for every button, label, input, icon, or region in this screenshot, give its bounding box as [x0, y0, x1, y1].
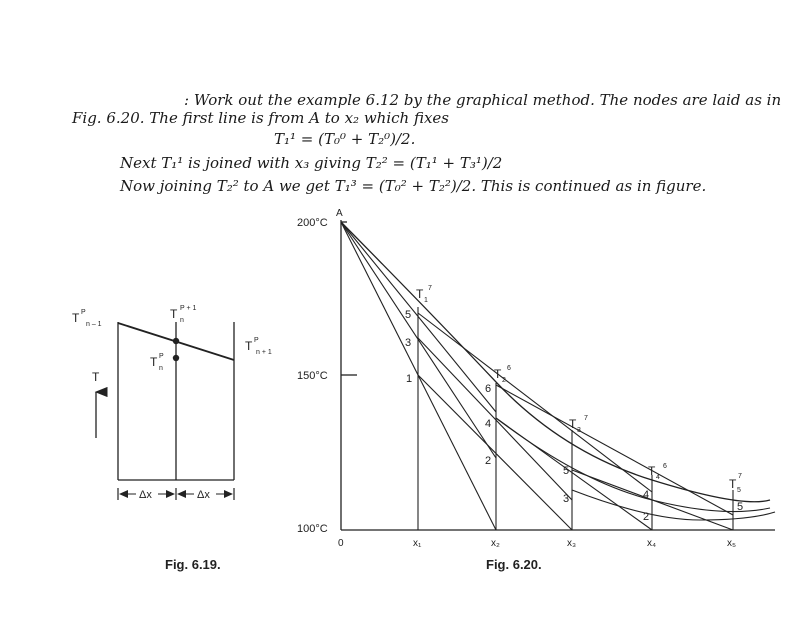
fig620-x-label-3: x₃	[567, 538, 577, 549]
fig619-label-tn-plus1	[245, 337, 272, 356]
svg-text:5: 5	[737, 487, 741, 494]
fig620-x-label-2: x₂	[491, 538, 500, 549]
svg-text:1: 1	[424, 297, 428, 304]
text-line-1: : Work out the example 6.12 by the graphical method. The nodes are laid as in	[184, 91, 782, 109]
fig620-node-x1-5: 5	[405, 309, 412, 321]
fig620-node-x5-5: 5	[737, 501, 744, 513]
fig620-label-t4	[648, 463, 667, 481]
fig-6-19	[72, 305, 272, 501]
svg-text:T: T	[494, 367, 502, 381]
fig620-construction-lines	[341, 222, 733, 530]
fig619-node-new	[173, 338, 179, 344]
svg-text:7: 7	[428, 285, 432, 292]
fig619-dx-left: Δx	[139, 489, 152, 501]
svg-text:4: 4	[656, 474, 660, 481]
fig619-dx-right: Δx	[197, 489, 210, 501]
fig619-node-old	[173, 355, 179, 361]
fig619-caption: Fig. 6.19.	[165, 557, 221, 572]
svg-text:T: T	[170, 307, 178, 321]
fig620-x-label-4: x₄	[647, 538, 657, 549]
fig620-y-label-100: 100°C	[297, 523, 328, 535]
fig619-axis-label: T	[92, 370, 100, 384]
svg-text:T: T	[729, 477, 737, 491]
fig620-x-label-1: x₁	[413, 538, 422, 549]
fig620-node-x2-6: 6	[485, 383, 492, 395]
fig620-origin-label: 0	[338, 538, 344, 549]
text-line-4: Next T₁¹ is joined with x₃ giving T₂² = (T₁¹ + T₃¹)/2	[120, 154, 503, 172]
fig620-y-label-150: 150°C	[297, 370, 328, 382]
svg-text:T: T	[245, 339, 253, 353]
svg-text:P: P	[254, 337, 259, 344]
svg-text:T: T	[150, 355, 158, 369]
svg-text:2: 2	[502, 377, 506, 384]
fig619-label-tn	[150, 353, 164, 372]
fig620-caption: Fig. 6.20.	[486, 557, 542, 572]
fig619-label-tn-p1	[170, 305, 197, 324]
svg-text:n: n	[159, 365, 163, 372]
fig619-label-tn-minus1	[72, 309, 102, 328]
fig620-y-label-200: 200°C	[297, 217, 328, 229]
svg-text:6: 6	[507, 365, 511, 372]
fig620-node-x2-4: 4	[485, 418, 492, 430]
fig620-node-x2-2: 2	[485, 455, 492, 467]
fig620-node-x3-5: 5	[563, 465, 570, 477]
svg-text:n + 1: n + 1	[256, 349, 272, 356]
svg-text:T: T	[648, 464, 656, 478]
svg-text:n – 1: n – 1	[86, 321, 102, 328]
svg-text:7: 7	[738, 473, 742, 480]
svg-text:P + 1: P + 1	[180, 305, 197, 312]
fig619-dx-dimension	[118, 488, 234, 501]
svg-text:T: T	[72, 311, 80, 325]
fig620-label-t2	[494, 365, 511, 384]
svg-text:P: P	[159, 353, 164, 360]
fig620-node-x1-1: 1	[406, 373, 413, 385]
fig620-curve-upper	[341, 222, 770, 502]
fig620-curve-middle	[496, 418, 770, 512]
text-line-5: Now joining T₂² to A we get T₁³ = (T₀² + T₂²)/2. This is continued as in figure.	[120, 177, 707, 195]
fig620-node-x4-2: 2	[643, 511, 650, 523]
svg-text:T: T	[569, 417, 577, 431]
svg-text:n: n	[180, 317, 184, 324]
svg-text:6: 6	[663, 463, 667, 470]
svg-text:T: T	[416, 287, 424, 301]
fig620-node-x1-3: 3	[405, 337, 412, 349]
text-equation-1: T₁¹ = (T₀⁰ + T₂⁰)/2.	[274, 130, 416, 148]
fig620-point-a: A	[336, 208, 343, 219]
fig620-node-x4-4: 4	[643, 489, 650, 501]
svg-text:P: P	[81, 309, 86, 316]
svg-text:7: 7	[584, 415, 588, 422]
fig-6-20	[297, 208, 775, 549]
text-line-2: Fig. 6.20. The first line is from A to x₂ which fixes	[72, 109, 449, 127]
fig620-node-x3-3: 3	[563, 493, 570, 505]
fig620-x-label-5: x₅	[727, 538, 737, 549]
svg-text:3: 3	[577, 427, 581, 434]
fig620-label-t5	[729, 473, 742, 494]
